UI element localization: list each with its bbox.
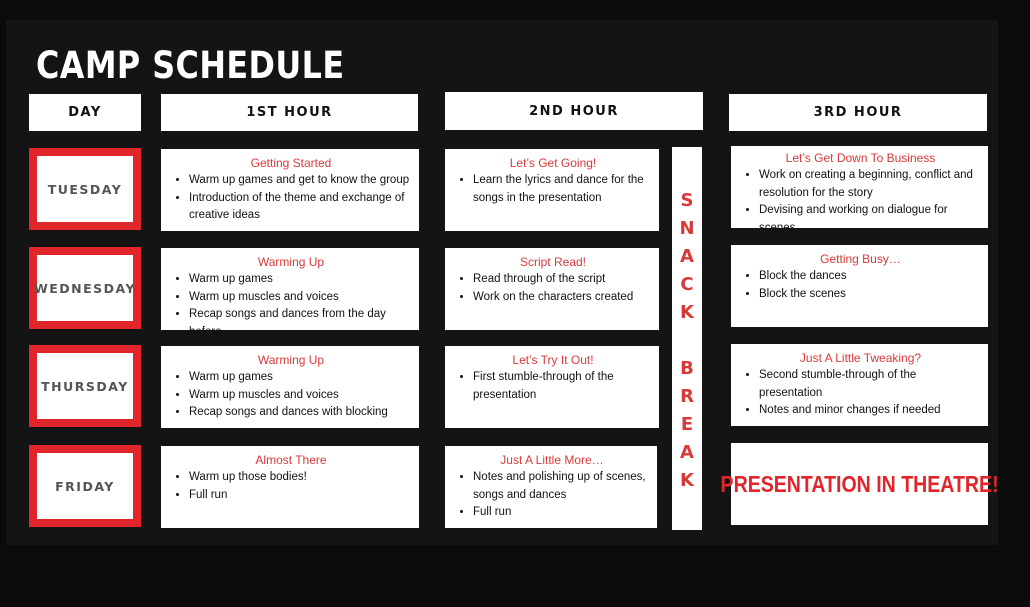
schedule-cell <box>731 344 988 426</box>
header-hour3: 3RD HOUR <box>729 94 987 131</box>
schedule-cell <box>161 346 419 428</box>
list-item: • Full run <box>189 487 411 505</box>
cell-title: Getting Started <box>250 156 332 170</box>
cell-title: Let’s Try It Out! <box>512 353 594 367</box>
header-hour1: 1ST HOUR <box>161 94 418 131</box>
day-friday: FRIDAY <box>29 445 141 527</box>
list-item: • Introduction of the theme and exchange of creative ideas <box>189 190 411 225</box>
header-day: DAY <box>29 94 141 131</box>
list-item: • Warm up games <box>189 271 411 289</box>
cell-list <box>171 172 411 225</box>
presentation-banner <box>720 443 999 525</box>
schedule-cell <box>445 446 657 528</box>
list-item: • Warm up muscles and voices <box>189 387 411 405</box>
cell-title: Just A Little More… <box>500 453 604 467</box>
list-item: • Devising and working on dialogue for scenes <box>759 202 980 237</box>
list-item: • Warm up muscles and voices <box>189 289 411 307</box>
schedule-cell <box>731 245 988 327</box>
cell-title: Let’s Get Down To Business <box>785 151 936 165</box>
day-tuesday: TUESDAY <box>29 148 141 230</box>
list-item: • Read through of the script <box>473 271 651 289</box>
cell-title: Warming Up <box>257 255 325 269</box>
snack-break-label: S N A C K B R E A K <box>679 190 695 491</box>
list-item: • Recap songs and dances from the day before <box>189 306 411 341</box>
snack-break-column <box>672 147 702 530</box>
list-item: • Notes and polishing up of scenes, songs and dances <box>473 469 649 504</box>
schedule-cell <box>445 248 659 330</box>
list-item: • Notes and minor changes if needed <box>759 402 980 420</box>
page-title: CAMP SCHEDULE <box>36 44 345 87</box>
cell-list <box>741 367 980 420</box>
list-item: • Block the scenes <box>759 286 980 304</box>
cell-title: Almost There <box>255 453 327 467</box>
day-wednesday: WEDNESDAY <box>29 247 141 329</box>
schedule-cell <box>161 248 419 338</box>
schedule-cell <box>445 346 659 428</box>
cell-list <box>455 469 649 522</box>
list-item: • Block the dances <box>759 268 980 286</box>
list-item: • Learn the lyrics and dance for the songs in the presentation <box>473 172 651 207</box>
schedule-cell <box>161 149 419 231</box>
cell-list <box>455 172 651 207</box>
cell-title: Getting Busy… <box>820 252 901 266</box>
presentation-label: PRESENTATION IN THEATRE! <box>720 470 999 497</box>
cell-title: Let’s Get Going! <box>509 156 597 170</box>
cell-list <box>455 369 651 404</box>
cell-list <box>455 271 651 306</box>
schedule-cell <box>161 446 419 528</box>
cell-title: Warming Up <box>257 353 325 367</box>
schedule-cell <box>731 146 988 234</box>
list-item: • Work on creating a beginning, conflict and resolution for the story <box>759 167 980 202</box>
list-item: • Warm up those bodies! <box>189 469 411 487</box>
list-item: • Warm up games <box>189 369 411 387</box>
list-item: • Warm up games and get to know the group <box>189 172 411 190</box>
header-hour2: 2ND HOUR <box>445 92 703 130</box>
list-item: • Work on the characters created <box>473 289 651 307</box>
cell-title: Just A Little Tweaking? <box>799 351 922 365</box>
schedule-cell <box>445 149 659 231</box>
cell-title: Script Read! <box>519 255 587 269</box>
day-thursday: THURSDAY <box>29 345 141 427</box>
cell-list <box>171 369 411 422</box>
list-item: • Full run <box>473 504 649 522</box>
cell-list <box>171 469 411 504</box>
list-item: • Second stumble-through of the presentation <box>759 367 980 402</box>
list-item: • Recap songs and dances with blocking <box>189 404 411 422</box>
list-item: • First stumble-through of the presentation <box>473 369 651 404</box>
cell-list <box>741 268 980 303</box>
cell-list <box>741 167 980 237</box>
cell-list <box>171 271 411 341</box>
